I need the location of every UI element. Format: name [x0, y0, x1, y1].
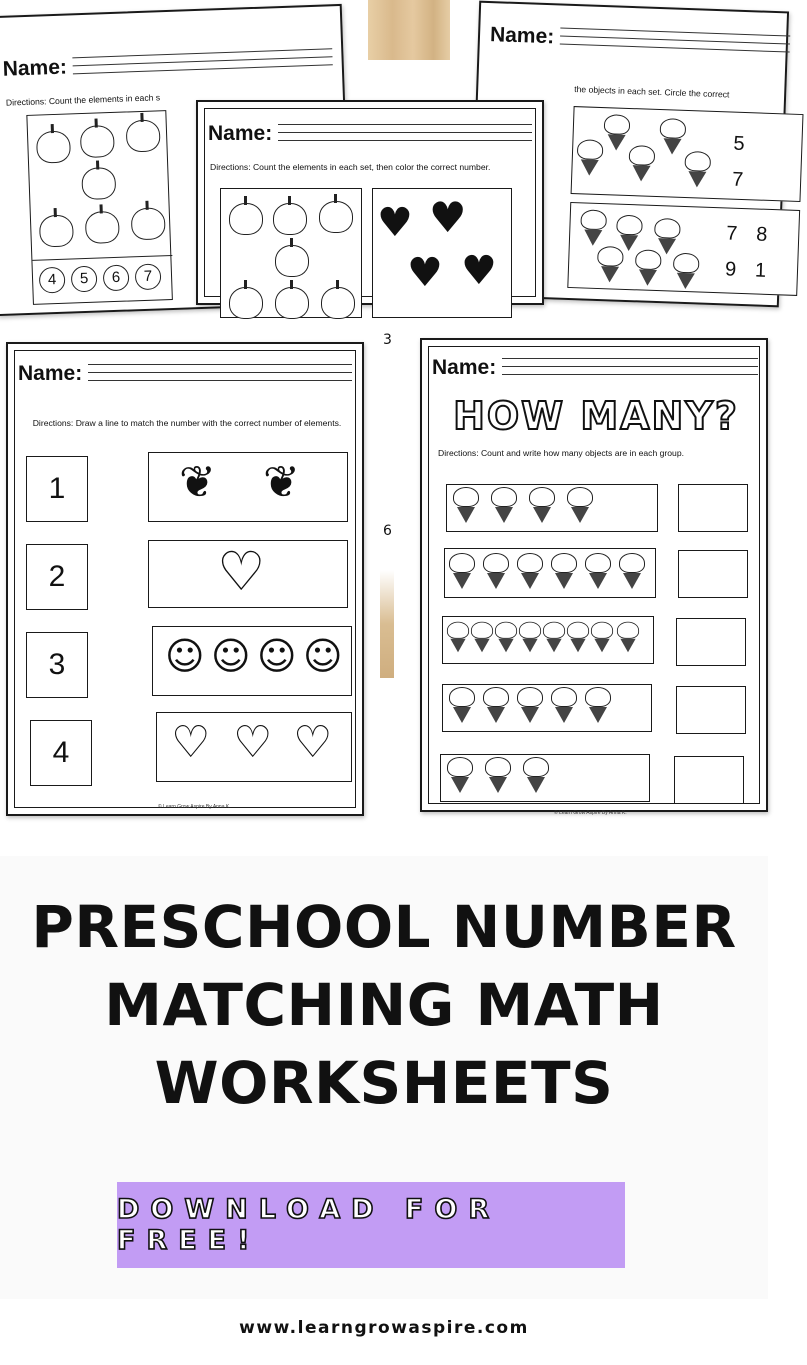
name-field-row: [208, 122, 532, 146]
ice-cream-set-box: [567, 202, 800, 296]
ice-cream-set-box: [571, 106, 804, 202]
apple-icon: [81, 167, 116, 200]
apple-icon: [273, 203, 307, 235]
answer-number: 9: [724, 258, 737, 281]
website-url[interactable]: www.learngrowaspire.com: [239, 1318, 529, 1338]
ice-cream-icon: [517, 687, 543, 723]
answer-number: 7: [731, 168, 744, 191]
ice-cream-icon: [483, 553, 509, 589]
answer-number: 5: [733, 132, 745, 156]
name-lines: [278, 124, 532, 146]
ice-cream-icon: [471, 622, 493, 653]
answer-box: [674, 756, 744, 804]
raccoon-icon: ☺: [211, 634, 251, 678]
answer-number: 1: [754, 259, 767, 282]
download-button[interactable]: [117, 1182, 625, 1268]
directions-text: Directions: Count the elements in each s: [5, 92, 161, 108]
apple-icon: [36, 130, 71, 163]
ice-cream-icon: [453, 487, 479, 523]
ice-cream-icon: [551, 687, 577, 723]
download-button-label: DOWNLOAD FOR FREE!: [117, 1194, 501, 1256]
raccoon-icon: ☺: [165, 634, 205, 678]
object-row: [442, 684, 652, 732]
ice-cream-icon: [447, 622, 469, 653]
ice-cream-icon: [684, 151, 711, 188]
object-row: [444, 548, 656, 598]
how-many-heading: HOW MANY?: [453, 394, 739, 438]
name-lines: [560, 28, 790, 58]
number-box: 4: [30, 720, 92, 786]
ice-cream-icon: [672, 253, 699, 290]
elephant-heart-icon: ♡: [217, 540, 266, 603]
ice-cream-icon: [580, 209, 607, 246]
number-choices: [39, 263, 162, 293]
apple-icon: [321, 287, 355, 319]
ice-cream-icon: [449, 687, 475, 723]
name-label: Name:: [208, 122, 273, 145]
apple-icon: [319, 201, 353, 233]
raccoon-icon: ☺: [257, 634, 297, 678]
ice-cream-icon: [591, 622, 613, 653]
strawberry-icon: ♥: [461, 248, 497, 294]
answer-number: 8: [755, 223, 768, 246]
ice-cream-icon: [597, 246, 624, 283]
ice-cream-icon: [603, 114, 630, 151]
apple-icon: [229, 203, 263, 235]
name-lines: [73, 48, 333, 79]
picture-box: [152, 626, 352, 696]
wood-background: [368, 0, 450, 60]
copyright-text: © Learn Grow Aspire By Anna K.: [554, 810, 627, 816]
picture-box: [148, 540, 348, 608]
object-row: [442, 616, 654, 664]
number-box: 2: [26, 544, 88, 610]
ice-cream-icon: [619, 553, 645, 589]
ice-cream-icon: [617, 622, 639, 653]
answer-box: [678, 550, 748, 598]
number-circle: 4: [39, 267, 66, 294]
ice-cream-icon: [634, 249, 661, 286]
ice-cream-face-icon: [447, 757, 473, 793]
name-lines: [502, 358, 758, 380]
apple-icon: [275, 245, 309, 277]
ice-cream-icon: [529, 487, 555, 523]
apple-icon: [131, 207, 166, 240]
wood-strip: [380, 318, 394, 678]
partial-number: 3: [383, 332, 392, 348]
frog-heart-icon: ♡: [293, 717, 333, 768]
picture-box: [156, 712, 352, 782]
apple-icon: [85, 211, 120, 244]
name-label: Name:: [2, 55, 68, 81]
answer-box: [676, 618, 746, 666]
ice-cream-icon: [517, 553, 543, 589]
directions-text: Directions: Draw a line to match the number with the correct number of elements.: [32, 418, 342, 428]
answer-number: 7: [725, 222, 738, 245]
apple-set-box: [220, 188, 362, 318]
frog-heart-icon: ♡: [171, 717, 211, 768]
raccoon-icon: ☺: [303, 634, 343, 678]
strawberry-set-box: [372, 188, 512, 318]
ice-cream-face-icon: [485, 757, 511, 793]
number-box: 1: [26, 456, 88, 522]
ice-cream-icon: [628, 145, 655, 182]
ice-cream-icon: [585, 553, 611, 589]
number-circle: 6: [103, 264, 130, 291]
ice-cream-icon: [483, 687, 509, 723]
picture-box: [148, 452, 348, 522]
apple-set-box: [26, 110, 173, 305]
name-field-row: [2, 46, 333, 82]
headline-line: PRESCHOOL NUMBER: [31, 893, 737, 961]
frog-heart-icon: ♡: [233, 717, 273, 768]
puppy-reading-icon: ❦: [263, 457, 300, 508]
headline-line: WORKSHEETS: [154, 1049, 614, 1117]
answer-box: [678, 484, 748, 532]
strawberry-icon: ♥: [429, 193, 467, 242]
worksheet-preview-number-matching: [6, 342, 364, 816]
name-label: Name:: [489, 23, 555, 49]
ice-cream-icon: [567, 487, 593, 523]
strawberry-icon: ♥: [407, 250, 443, 296]
partial-number: 6: [383, 523, 392, 539]
directions-text: the objects in each set. Circle the correct: [574, 84, 730, 100]
apple-icon: [39, 214, 74, 247]
copyright-text: © Learn Grow Aspire By Anna K.: [158, 804, 231, 810]
ice-cream-icon: [585, 687, 611, 723]
name-field-row: [18, 362, 352, 386]
name-field-row: [490, 23, 791, 57]
ice-cream-icon: [519, 622, 541, 653]
name-lines: [88, 364, 352, 386]
apple-icon: [275, 287, 309, 319]
strawberry-icon: ♥: [377, 200, 413, 246]
worksheet-preview-how-many: [420, 338, 768, 816]
ice-cream-icon: [551, 553, 577, 589]
worksheet-preview-count-fruit: [196, 100, 544, 305]
object-row: [440, 754, 650, 802]
ice-cream-face-icon: [523, 757, 549, 793]
directions-text: Directions: Count and write how many objects are in each group.: [438, 448, 685, 458]
ice-cream-icon: [576, 139, 603, 176]
number-circle: 5: [71, 266, 98, 293]
name-label: Name:: [432, 356, 497, 379]
headline: [0, 888, 768, 1122]
headline-line: MATCHING MATH: [104, 971, 664, 1039]
ice-cream-icon: [491, 487, 517, 523]
name-label: Name:: [18, 362, 83, 385]
number-circle: 7: [135, 263, 162, 290]
puppy-reading-icon: ❦: [179, 457, 216, 508]
apple-icon: [126, 119, 161, 152]
object-row: [446, 484, 658, 532]
apple-icon: [80, 125, 115, 158]
ice-cream-icon: [449, 553, 475, 589]
ice-cream-icon: [567, 622, 589, 653]
name-field-row: [432, 356, 758, 380]
ice-cream-icon: [659, 118, 686, 155]
ice-cream-icon: [543, 622, 565, 653]
apple-icon: [229, 287, 263, 319]
number-box: 3: [26, 632, 88, 698]
directions-text: Directions: Count the elements in each set, then color the correct number.: [210, 162, 491, 172]
ice-cream-icon: [495, 622, 517, 653]
answer-box: [676, 686, 746, 734]
